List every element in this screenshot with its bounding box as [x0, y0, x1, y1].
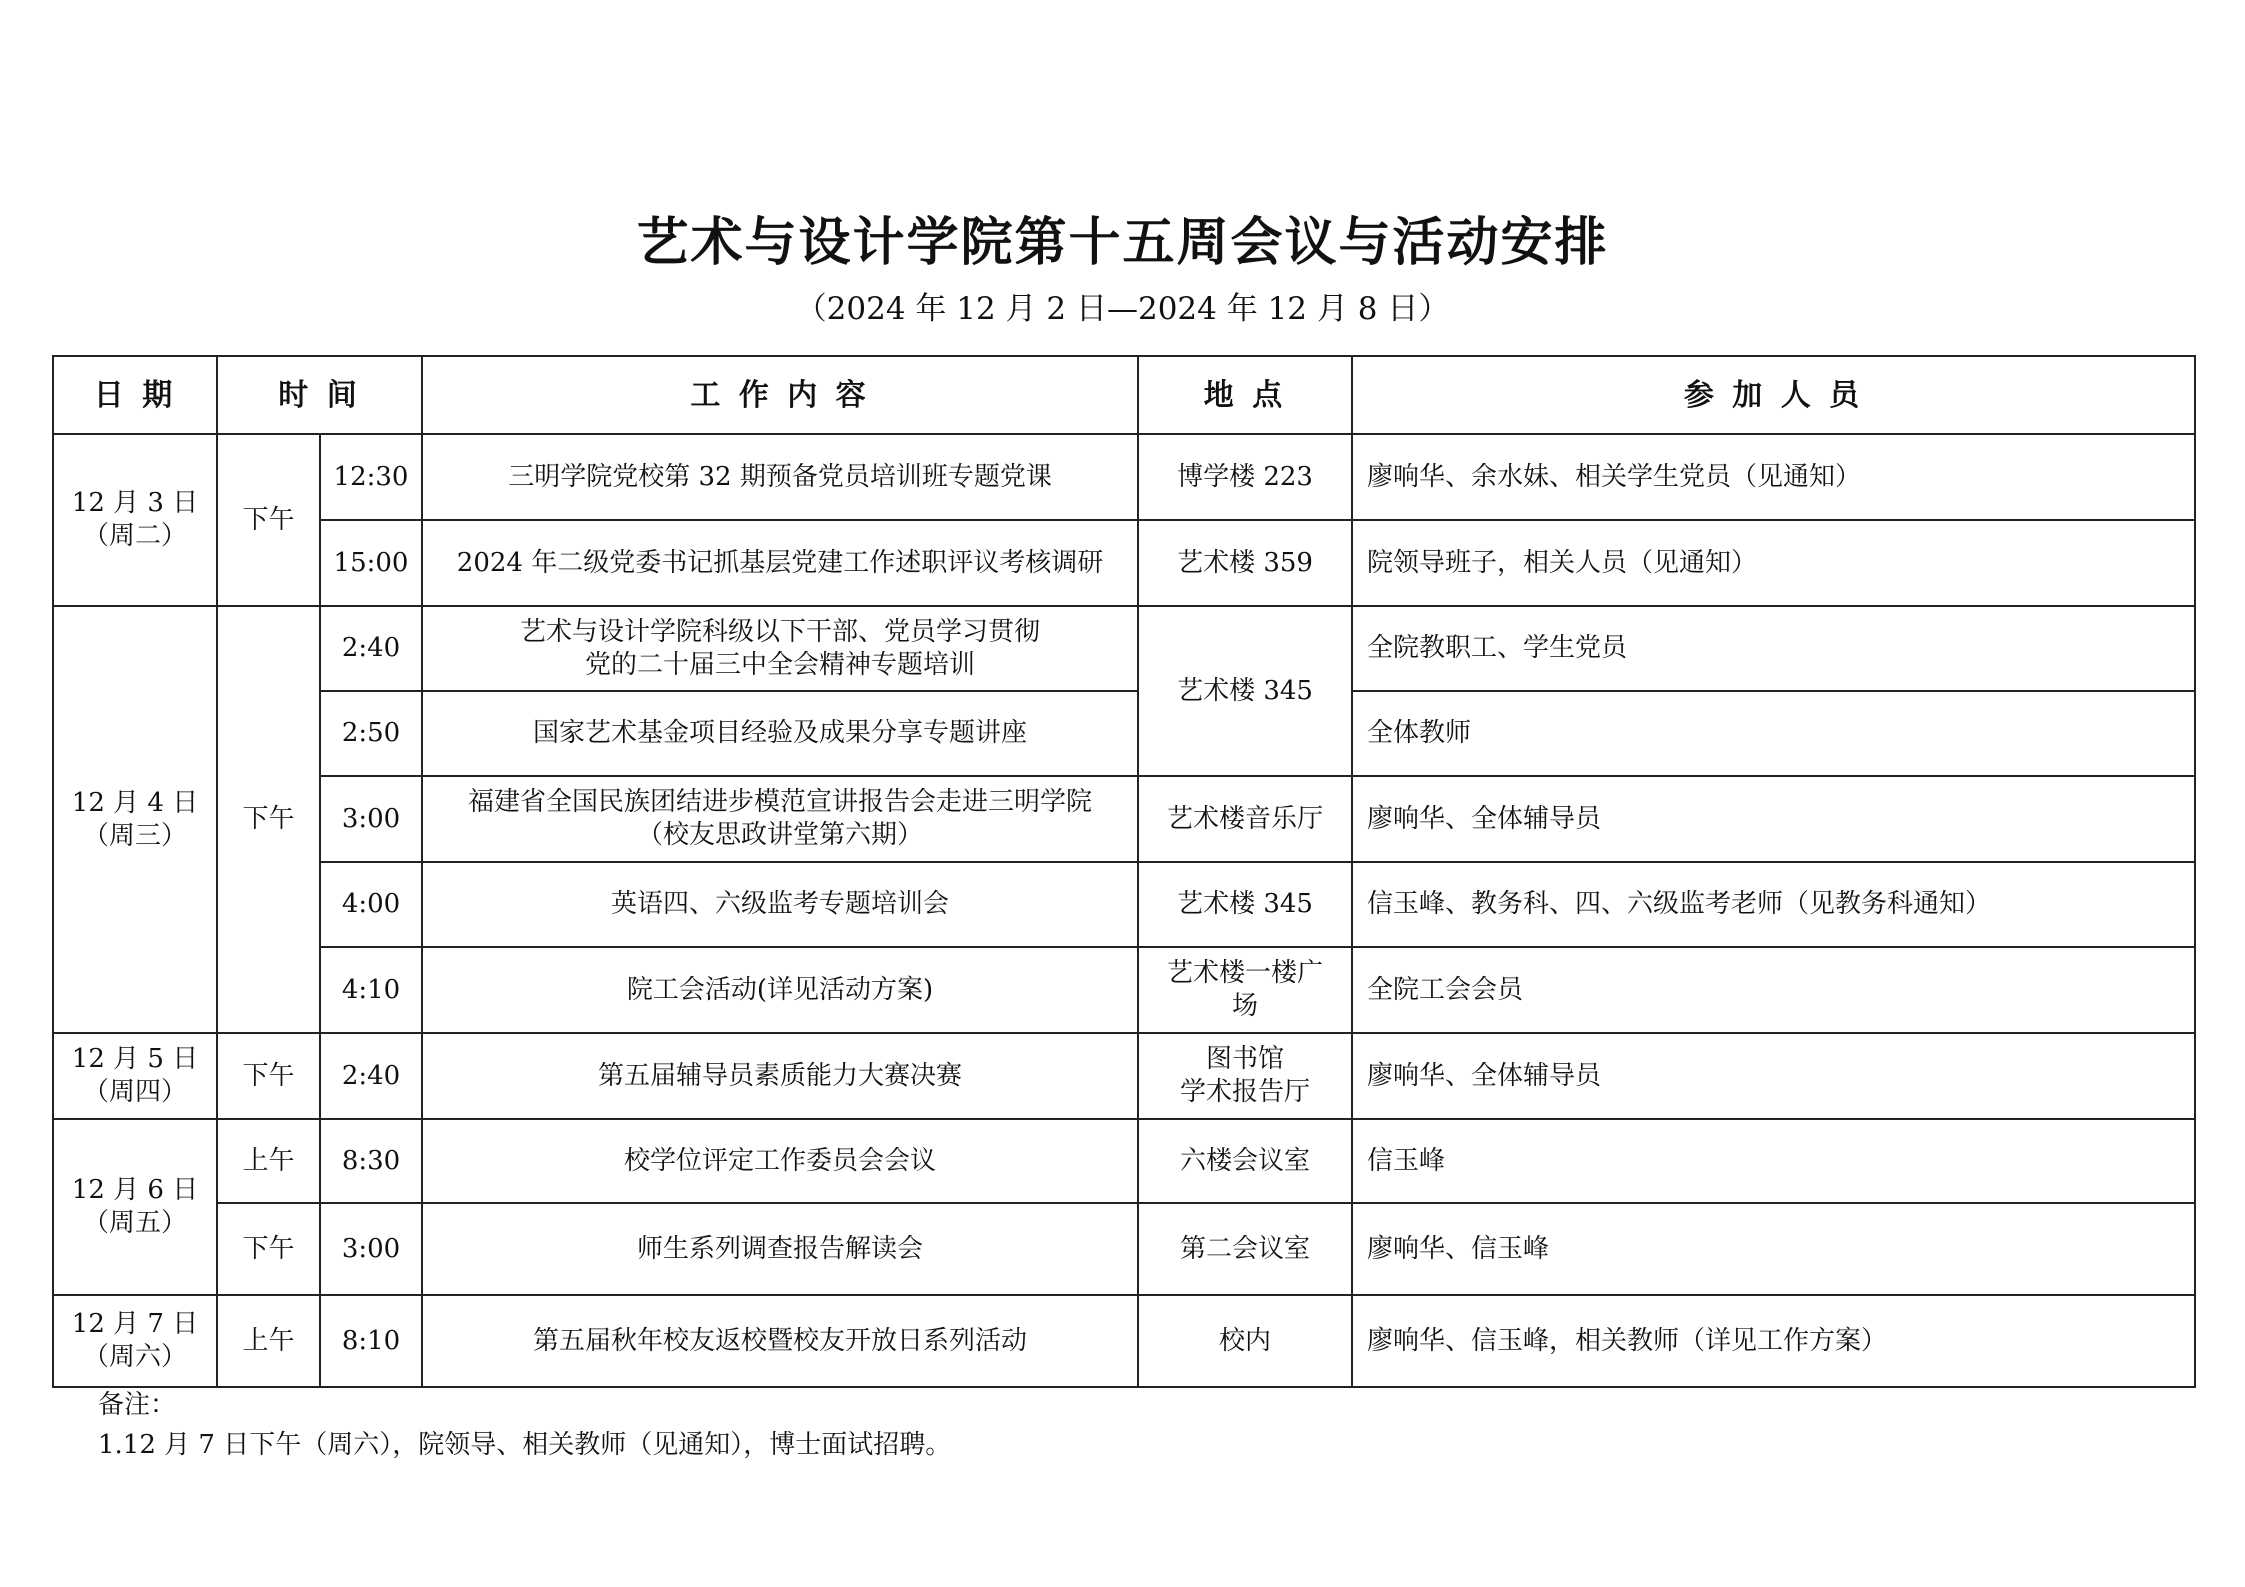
notes-label: 备注：	[98, 1390, 177, 1420]
note-item: 1.12 月 7 日下午（周六），院领导、相关教师（见通知），博士面试招聘。	[98, 1430, 952, 1460]
people-cell: 信玉峰	[1352, 1119, 2195, 1203]
header-people: 参 加 人 员	[1352, 356, 2195, 434]
period-cell: 上午	[217, 1119, 320, 1203]
time-cell: 3:00	[320, 776, 422, 862]
table-row	[53, 1119, 2195, 1203]
people-cell: 全院工会会员	[1352, 947, 2195, 1033]
time-cell: 4:00	[320, 862, 422, 947]
header-row	[53, 356, 2195, 434]
date-cell	[53, 1119, 217, 1295]
place-line: 图书馆	[1206, 1044, 1285, 1074]
date-text: 12 月 3 日	[71, 488, 199, 518]
content-cell	[422, 520, 1138, 606]
content-line: 第五届辅导员素质能力大赛决赛	[598, 1060, 963, 1091]
place-cell	[1138, 606, 1352, 776]
time-cell: 2:50	[320, 691, 422, 776]
weekday-text: （周四）	[82, 1077, 187, 1107]
content-line: 国家艺术基金项目经验及成果分享专题讲座	[533, 718, 1028, 748]
content-line: 院工会活动(详见活动方案)	[626, 974, 934, 1005]
place-cell	[1138, 1119, 1352, 1203]
time-cell: 8:30	[320, 1119, 422, 1203]
weekday-text: （周五）	[82, 1208, 187, 1238]
period-cell: 下午	[217, 434, 320, 606]
time-cell: 15:00	[320, 520, 422, 606]
people-cell: 廖响华、信玉峰	[1352, 1203, 2195, 1295]
content-cell	[422, 862, 1138, 947]
content-cell	[422, 1203, 1138, 1295]
content-cell	[422, 1119, 1138, 1203]
date-text: 12 月 5 日	[71, 1044, 199, 1074]
date-text: 12 月 4 日	[71, 787, 199, 818]
place-line: 艺术楼 359	[1177, 547, 1313, 578]
people-cell: 全院教职工、学生党员	[1352, 606, 2195, 691]
place-cell	[1138, 434, 1352, 520]
content-line: 三明学院党校第 32 期预备党员培训班专题党课	[508, 461, 1052, 492]
date-text: 12 月 6 日	[71, 1175, 199, 1205]
content-cell	[422, 606, 1138, 691]
place-line: 艺术楼一楼广	[1167, 958, 1324, 988]
table-row	[53, 776, 2195, 862]
people-cell: 全体教师	[1352, 691, 2195, 776]
place-cell	[1138, 947, 1352, 1033]
table-row	[53, 947, 2195, 1033]
date-cell	[53, 434, 217, 606]
time-cell: 8:10	[320, 1295, 422, 1387]
content-line: 英语四、六级监考专题培训会	[611, 889, 950, 919]
place-line: 艺术楼音乐厅	[1167, 803, 1324, 834]
content-cell	[422, 434, 1138, 520]
document-title: 艺术与设计学院第十五周会议与活动安排	[636, 213, 1609, 273]
content-cell	[422, 947, 1138, 1033]
place-cell	[1138, 1295, 1352, 1387]
place-line-2: 场	[1232, 991, 1259, 1021]
period-cell: 上午	[217, 1295, 320, 1387]
content-cell	[422, 1033, 1138, 1119]
date-cell	[53, 1033, 217, 1119]
content-line: 校学位评定工作委员会会议	[624, 1145, 937, 1176]
period-cell: 下午	[217, 606, 320, 1033]
weekday-text: （周六）	[82, 1342, 187, 1372]
time-cell: 2:40	[320, 606, 422, 691]
time-cell: 4:10	[320, 947, 422, 1033]
table-row	[53, 434, 2195, 520]
people-cell: 廖响华、信玉峰，相关教师（详见工作方案）	[1352, 1295, 2195, 1387]
people-cell: 廖响华、全体辅导员	[1352, 776, 2195, 862]
date-cell	[53, 606, 217, 1033]
table-row	[53, 1295, 2195, 1387]
period-cell: 下午	[217, 1203, 320, 1295]
period-cell: 下午	[217, 1033, 320, 1119]
table-row	[53, 520, 2195, 606]
content-cell	[422, 691, 1138, 776]
content-line-2: （校友思政讲堂第六期）	[637, 820, 924, 850]
content-cell	[422, 776, 1138, 862]
content-line: 福建省全国民族团结进步模范宣讲报告会走进三明学院	[468, 787, 1093, 817]
content-line-2: 党的二十届三中全会精神专题培训	[585, 649, 976, 680]
place-cell	[1138, 1033, 1352, 1119]
place-cell	[1138, 1203, 1352, 1295]
place-line: 博学楼 223	[1177, 461, 1313, 492]
content-line: 2024 年二级党委书记抓基层党建工作述职评议考核调研	[456, 547, 1104, 578]
table-row	[53, 1203, 2195, 1295]
people-cell: 信玉峰、教务科、四、六级监考老师（见教务科通知）	[1352, 862, 2195, 947]
date-range-subtitle: （2024 年 12 月 2 日—2024 年 12 月 8 日）	[795, 291, 1450, 327]
notes-section	[98, 1385, 951, 1465]
weekday-text: （周三）	[82, 820, 187, 851]
place-line: 校内	[1219, 1325, 1272, 1356]
table-row	[53, 606, 2195, 691]
date-cell	[53, 1295, 217, 1387]
table-row	[53, 691, 2195, 776]
header-date: 日 期	[53, 356, 217, 434]
content-line: 第五届秋年校友返校暨校友开放日系列活动	[533, 1325, 1028, 1356]
header-place: 地 点	[1138, 356, 1352, 434]
table-row	[53, 862, 2195, 947]
date-text: 12 月 7 日	[71, 1309, 199, 1339]
people-cell: 院领导班子，相关人员（见通知）	[1352, 520, 2195, 606]
header-time: 时 间	[217, 356, 422, 434]
place-line-2: 学术报告厅	[1180, 1077, 1311, 1107]
people-cell: 廖响华、全体辅导员	[1352, 1033, 2195, 1119]
place-cell	[1138, 776, 1352, 862]
table-row	[53, 1033, 2195, 1119]
place-cell	[1138, 862, 1352, 947]
header-content: 工 作 内 容	[422, 356, 1138, 434]
place-line: 第二会议室	[1180, 1233, 1311, 1264]
place-line: 艺术楼 345	[1177, 889, 1313, 919]
time-cell: 2:40	[320, 1033, 422, 1119]
content-line: 艺术与设计学院科级以下干部、党员学习贯彻	[520, 616, 1041, 647]
place-cell	[1138, 520, 1352, 606]
time-cell: 12:30	[320, 434, 422, 520]
content-line: 师生系列调查报告解读会	[637, 1233, 924, 1264]
people-cell: 廖响华、余水妹、相关学生党员（见通知）	[1352, 434, 2195, 520]
place-line: 艺术楼 345	[1177, 675, 1313, 706]
schedule-table	[52, 355, 2196, 1388]
place-line: 六楼会议室	[1180, 1145, 1311, 1176]
weekday-text: （周二）	[82, 521, 187, 551]
content-cell	[422, 1295, 1138, 1387]
time-cell: 3:00	[320, 1203, 422, 1295]
